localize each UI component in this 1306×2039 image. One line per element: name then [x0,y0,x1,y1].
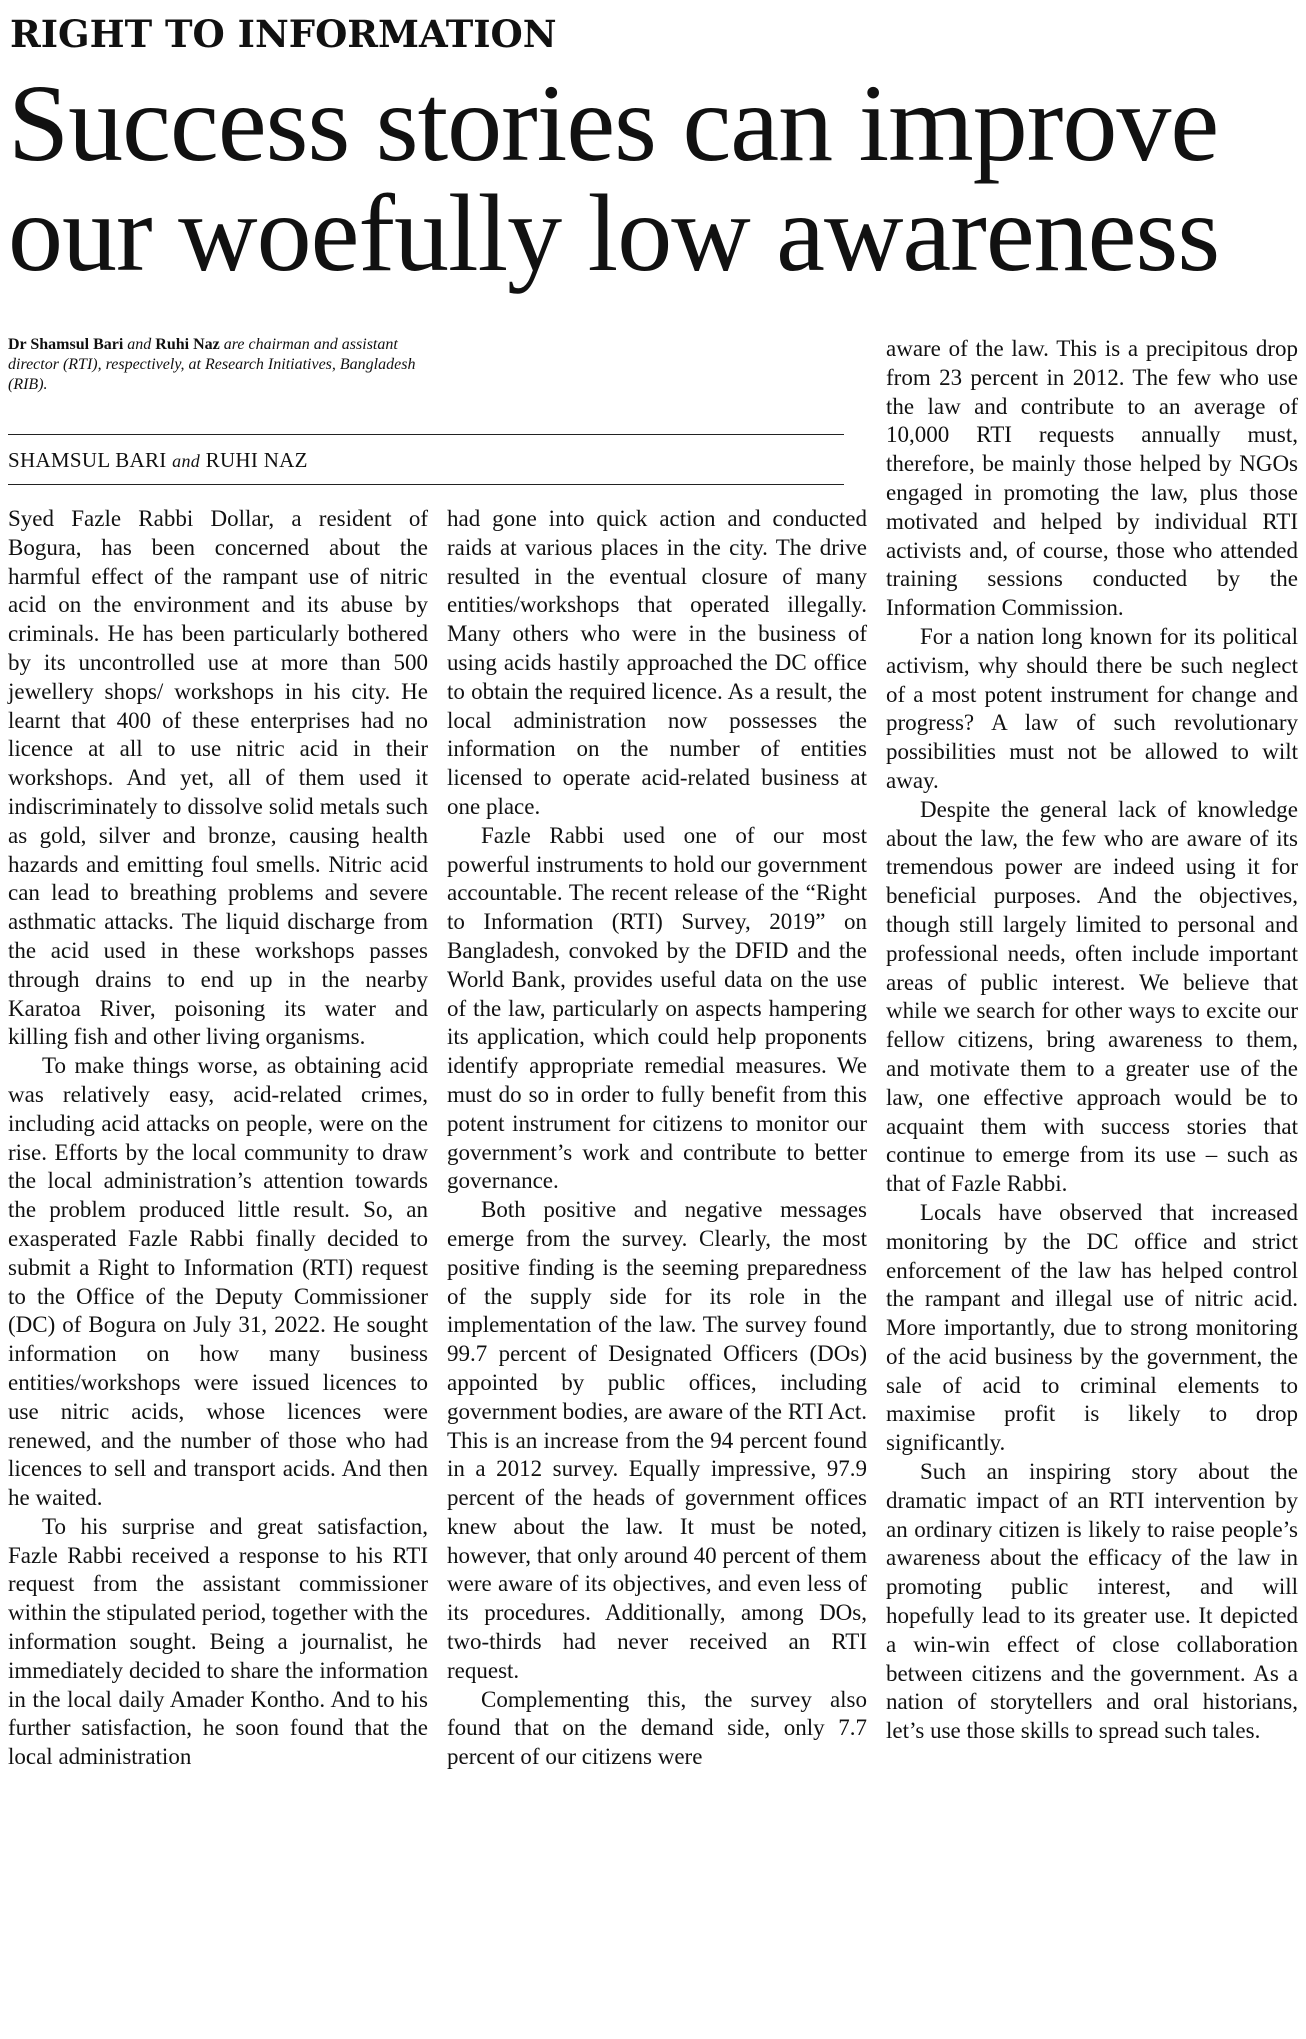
byline-name2: RUHI NAZ [205,448,308,472]
section-kicker: RIGHT TO INFORMATION [10,12,557,56]
paragraph: For a nation long known for its political activism, why should there be such neglect of a most potent instrument for change and progress? A law of such revolutionary possibilities must not be allowed to wilt away. [886,623,1298,793]
headline: Success stories can improve our woefully low awareness [8,62,1220,294]
paragraph: Despite the general lack of knowledge about the law, the few who are aware of its tremendous power are indeed using it for beneficial purposes. And the objectives, though still largely limited to personal and professional needs, often include important areas of public interest. We believe that while we search for other ways to excite our fellow citizens, bring awareness to them, and motivate them to a greater use of the law, one effective approach would be to acquaint them with success stories that continue to emerge from its use – such as that of Fazle Rabbi. [886,796,1298,1197]
article-column-2 [447,505,867,1772]
author-note-and: and [127,336,152,353]
paragraph: To make things worse, as obtaining acid was relatively easy, acid-related crimes, including acid attacks on people, were on the rise. Efforts by the local community to draw the local administration’s attention towards the problem produced little result. So, an exasperated Fazle Rabbi finally decided to submit a Right to Information (RTI) request to the Office of the Deputy Commissioner (DC) of Bogura on July 31, 2022. He sought information on how many business entities/workshops were issued licences to use nitric acids, whose licences were renewed, and the number of those who had licences to sell and transport acids. And then he waited. [8,1053,428,1511]
byline-and: and [172,451,201,471]
byline [8,448,308,473]
byline-name1: SHAMSUL BARI [8,448,167,472]
rule-top [8,434,844,435]
article-column-3 [886,335,1298,1746]
author-note-name2: Ruhi Naz [155,336,220,353]
rule-bottom [8,484,844,485]
author-note-name1: Dr Shamsul Bari [8,336,124,353]
paragraph: Complementing this, the survey also found that on the demand side, only 7.7 percent of our citizens were [447,1686,867,1770]
article-column-1 [8,505,428,1772]
paragraph: had gone into quick action and conducted raids at various places in the city. The drive resulted in the eventual closure of many entities/workshops that operated illegally. Many others who were in the business of using acids hastily approached the DC office to obtain the required licence. As a result, the local administration now possesses the information on the number of entities licensed to operate acid-related business at one place. [447,506,867,819]
paragraph: Syed Fazle Rabbi Dollar, a resident of Bogura, has been concerned about the harmful effect of the rampant use of nitric acid on the environment and its abuse by criminals. He has been particularly bothered by its uncontrolled use at more than 500 jewellery shops/ workshops in his city. He learnt that 400 of these enterprises had no licence at all to use nitric acid in their workshops. And yet, all of them used it indiscriminately to dissolve solid metals such as gold, silver and bronze, causing health hazards and emitting foul smells. Nitric acid can lead to breathing problems and severe asthmatic attacks. The liquid discharge from the acid used in these workshops passes through drains to end up in the nearby Karatoa River, poisoning its water and killing fish and other living organisms. [8,506,428,1050]
paragraph: aware of the law. This is a precipitous drop from 23 percent in 2012. The few who use the law and contribute to an average of 10,000 RTI requests annually must, therefore, be mainly those helped by NGOs engaged in promoting the law, plus those motivated and helped by individual RTI activists and, of course, those who attended training sessions conducted by the Information Commission. [886,336,1298,621]
paragraph: Fazle Rabbi used one of our most powerful instruments to hold our government accountable. The recent release of the “Right to Information (RTI) Survey, 2019” on Bangladesh, convoked by the DFID and the World Bank, provides useful data on the use of the law, particularly on aspects hampering its application, which could help proponents identify appropriate remedial measures. We must do so in order to fully benefit from this potent instrument for citizens to monitor our government’s work and contribute to better governance. [447,822,867,1194]
paragraph: Both positive and negative messages emerge from the survey. Clearly, the most positive finding is the seeming preparedness of the supply side for its role in the implementation of the law. The survey found 99.7 percent of Designated Officers (DOs) appointed by public offices, including government bodies, are aware of the RTI Act. This is an increase from the 94 percent found in a 2012 survey. Equally impressive, 97.9 percent of the heads of government offices knew about the law. It must be noted, however, that only around 40 percent of them were aware of its objectives, and even less of its procedures. Additionally, among DOs, two-thirds had never received an RTI request. [447,1197,867,1683]
author-note [8,335,440,395]
author-note-desc: are chairman and assistant director (RTI), respectively, at Research Initiatives, Bangladesh (RIB). [8,336,416,393]
paragraph: Locals have observed that increased monitoring by the DC office and strict enforcement of the law has helped control the rampant and illegal use of nitric acid. More importantly, due to strong monitoring of the acid business by the government, the sale of acid to criminal elements to maximise profit is likely to drop significantly. [886,1199,1298,1456]
paragraph: Such an inspiring story about the dramatic impact of an RTI intervention by an ordinary citizen is likely to raise people’s awareness about the efficacy of the law in promoting public interest, and will hopefully lead to its greater use. It depicted a win-win effect of close collaboration between citizens and the government. As a nation of storytellers and oral historians, let’s use those skills to spread such tales. [886,1459,1298,1744]
paragraph: To his surprise and great satisfaction, Fazle Rabbi received a response to his RTI request from the assistant commissioner within the stipulated period, together with the information sought. Being a journalist, he immediately decided to share the information in the local daily Amader Kontho. And to his further satisfaction, he soon found that the local administration [8,1513,428,1770]
